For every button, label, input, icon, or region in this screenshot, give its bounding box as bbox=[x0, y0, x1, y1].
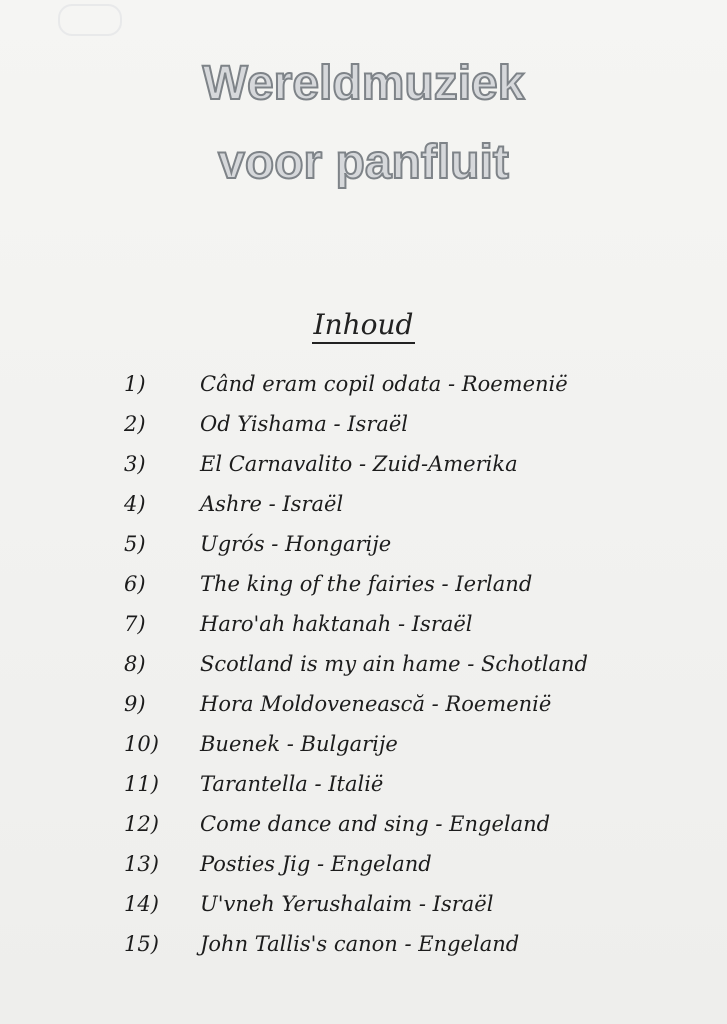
toc-item-title: Buenek - Bulgarije bbox=[200, 732, 398, 756]
toc-item-number: 8) bbox=[124, 652, 146, 676]
toc-item-number: 12) bbox=[124, 812, 159, 836]
toc-item bbox=[124, 644, 684, 684]
toc-item-number: 11) bbox=[124, 772, 159, 796]
toc-item bbox=[124, 484, 684, 524]
toc-item-title: Come dance and sing - Engeland bbox=[200, 812, 551, 836]
contents-heading bbox=[0, 308, 727, 341]
table-of-contents bbox=[124, 364, 684, 964]
toc-item bbox=[124, 604, 684, 644]
page-title-line-2: voor panfluit bbox=[218, 136, 509, 189]
toc-item-title: Când eram copil odata - Roemenië bbox=[200, 372, 568, 396]
toc-item-title: El Carnavalito - Zuid-Amerika bbox=[200, 452, 518, 476]
toc-item-title: Ashre - Israël bbox=[200, 492, 344, 516]
toc-item-number: 15) bbox=[124, 932, 159, 956]
toc-item bbox=[124, 724, 684, 764]
toc-item bbox=[124, 884, 684, 924]
toc-item bbox=[124, 764, 684, 804]
toc-item-title: Ugrós - Hongarije bbox=[200, 532, 392, 556]
contents-heading-text: Inhoud bbox=[312, 308, 416, 344]
toc-item-number: 9) bbox=[124, 692, 146, 716]
toc-item-number: 2) bbox=[124, 412, 146, 436]
toc-item-title: John Tallis's canon - Engeland bbox=[200, 932, 520, 956]
toc-item bbox=[124, 804, 684, 844]
toc-item-number: 4) bbox=[124, 492, 146, 516]
toc-item-number: 6) bbox=[124, 572, 146, 596]
toc-item bbox=[124, 444, 684, 484]
bleed-through-logo-icon bbox=[58, 4, 122, 36]
page-title-line-1: Wereldmuziek bbox=[202, 57, 525, 110]
toc-item-title: Od Yishama - Israël bbox=[200, 412, 409, 436]
toc-item-number: 14) bbox=[124, 892, 159, 916]
toc-item-title: Haro'ah haktanah - Israël bbox=[200, 612, 473, 636]
toc-item bbox=[124, 364, 684, 404]
toc-item bbox=[124, 524, 684, 564]
toc-item-title: U'vneh Yerushalaim - Israël bbox=[200, 892, 494, 916]
toc-item-title: Hora Moldovenească - Roemenië bbox=[200, 692, 552, 716]
toc-item bbox=[124, 844, 684, 884]
toc-item bbox=[124, 404, 684, 444]
toc-item bbox=[124, 564, 684, 604]
toc-item bbox=[124, 684, 684, 724]
toc-item-number: 3) bbox=[124, 452, 146, 476]
toc-item-number: 10) bbox=[124, 732, 159, 756]
toc-item-title: Tarantella - Italië bbox=[200, 772, 384, 796]
toc-item bbox=[124, 924, 684, 964]
toc-item-title: The king of the fairies - Ierland bbox=[200, 572, 533, 596]
toc-item-number: 13) bbox=[124, 852, 159, 876]
toc-item-number: 1) bbox=[124, 372, 146, 396]
toc-item-number: 5) bbox=[124, 532, 146, 556]
toc-item-title: Posties Jig - Engeland bbox=[200, 852, 432, 876]
toc-item-number: 7) bbox=[124, 612, 146, 636]
toc-item-title: Scotland is my ain hame - Schotland bbox=[200, 652, 588, 676]
